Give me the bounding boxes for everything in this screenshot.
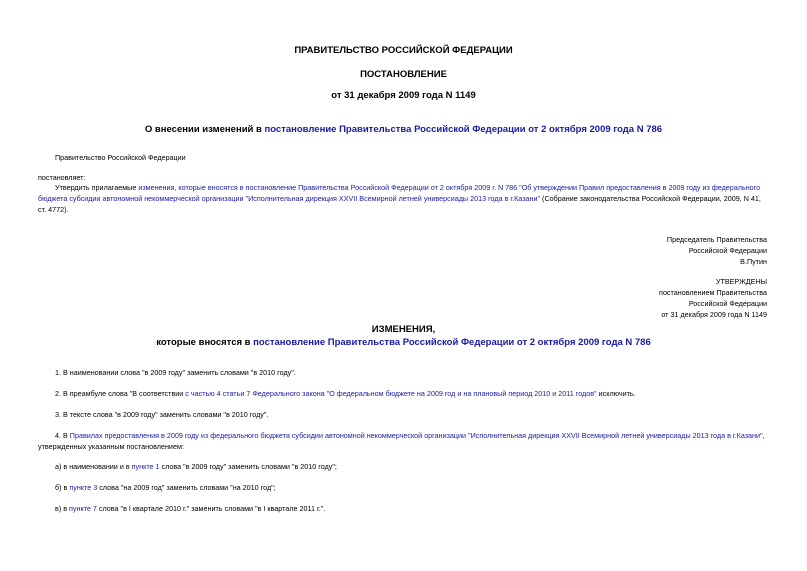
- item-2-link[interactable]: с частью 4 статьи 7 Федерального закона "О федеральном бюджете на 2009 год и на плановый период 2010 и 2011 годов": [185, 389, 597, 398]
- preamble-text-a: Утвердить прилагаемые: [55, 183, 139, 192]
- rules-title-link[interactable]: "Об утверждении Правил предоставления в 2009 году из федерального бюджета субсидии автономной некоммерческой организации "Исполнительная дирекция XXVII Всемирной летней универсиады 2013 года в г.Казани": [38, 183, 761, 203]
- date-number: от 31 декабря 2009 года N 1149: [331, 90, 476, 101]
- changes-subheading-link[interactable]: постановление Правительства Российской Федерации от 2 октября 2009 года N 786: [253, 337, 651, 348]
- approved-line2: постановлением Правительства: [659, 288, 767, 297]
- sub-item-b: [55, 482, 276, 493]
- item-2-text-b: исключить.: [596, 389, 636, 398]
- changes-subheading-prefix: которые вносятся в: [156, 337, 254, 348]
- decides: постановляет:: [38, 173, 86, 182]
- changes-subheading: [0, 337, 807, 348]
- signature-name: В.Путин: [740, 257, 767, 266]
- government-heading: ПРАВИТЕЛЬСТВО РОССИЙСКОЙ ФЕДЕРАЦИИ: [294, 45, 513, 56]
- approved-line4: от 31 декабря 2009 года N 1149: [661, 310, 767, 319]
- issuer: Правительство Российской Федерации: [55, 153, 186, 162]
- preamble-paragraph: [38, 182, 770, 215]
- changes-heading: ИЗМЕНЕНИЯ,: [371, 324, 436, 335]
- doc-type-heading: ПОСТАНОВЛЕНИЕ: [360, 69, 447, 80]
- sub-item-c-text-1: в) в: [55, 504, 70, 513]
- approved-line3: Российской Федерации: [688, 299, 767, 308]
- approved-line1: УТВЕРЖДЕНЫ: [715, 277, 767, 286]
- sub-item-a-link[interactable]: пункте 1: [131, 462, 160, 471]
- item-4: [38, 430, 770, 452]
- sub-item-a-text-1: а) в наименовании и в: [55, 462, 132, 471]
- sub-item-b-link[interactable]: пункте 3: [69, 483, 98, 492]
- preamble-text-c: (Собрание законодательства Российской Федерации, 2009, N 41, ст. 4772).: [38, 194, 761, 214]
- sub-item-b-text-1: б) в: [55, 483, 70, 492]
- sub-item-c-text-2: слова "в I квартале 2010 г." заменить словами "в I квартале 2011 г.".: [96, 504, 326, 513]
- sub-item-a-text-2: слова "в 2009 году" заменить словами "в 2010 году";: [159, 462, 337, 471]
- document-title: [0, 124, 807, 135]
- sub-item-a: [55, 461, 337, 472]
- sub-item-c: [55, 503, 325, 514]
- title-prefix: О внесении изменений в: [144, 124, 265, 135]
- sub-item-b-text-2: слова "на 2009 год" заменить словами "на 2010 год";: [97, 483, 276, 492]
- item-2: [55, 388, 636, 399]
- item-4-text-a: 4. В: [55, 431, 70, 440]
- item-2-text-a: 2. В преамбуле слова "В соответствии: [55, 389, 186, 398]
- changes-link[interactable]: изменения, которые вносятся в постановление Правительства Российской Федерации от 2 октября 2009 г. N 786: [138, 183, 518, 192]
- item-1: 1. В наименовании слова "в 2009 году" заменить словами "в 2010 году".: [55, 368, 296, 377]
- signature-line1: Председатель Правительства: [666, 235, 767, 244]
- title-link[interactable]: постановление Правительства Российской Федерации от 2 октября 2009 года N 786: [264, 124, 663, 135]
- item-4-link[interactable]: Правилах предоставления в 2009 году из федерального бюджета субсидии автономной некоммерческой организации "Исполнительная дирекция XXVII Всемирной летней универсиады 2013 года в г.Казани": [69, 431, 763, 440]
- signature-line2: Российской Федерации: [688, 246, 767, 255]
- item-3: 3. В тексте слова "в 2009 году" заменить словами "в 2010 году".: [55, 410, 269, 419]
- sub-item-c-link[interactable]: пункте 7: [69, 504, 97, 513]
- item-4-text-b: , утвержденных указанным постановлением:: [38, 431, 765, 451]
